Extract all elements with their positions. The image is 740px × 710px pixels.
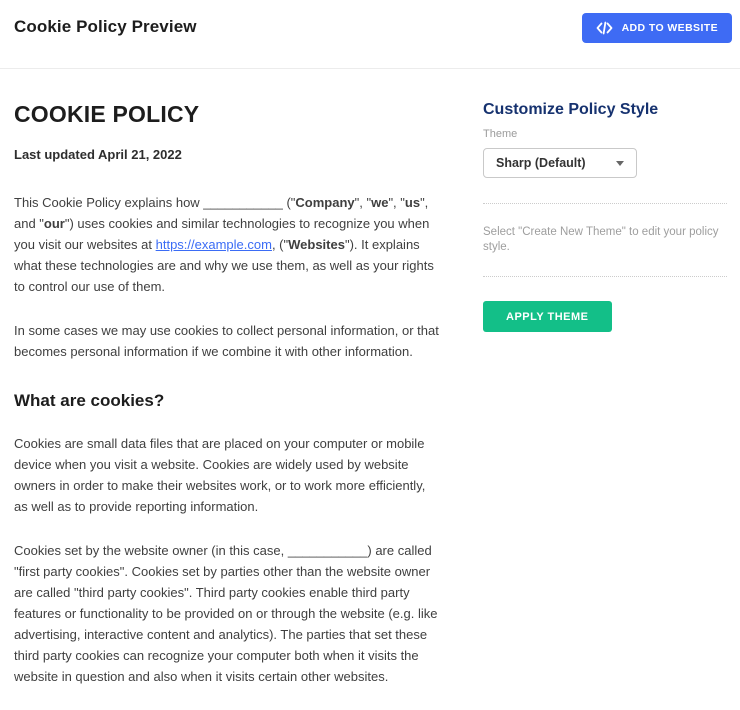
sidebar-divider-top	[483, 203, 727, 204]
theme-label: Theme	[483, 128, 518, 140]
policy-paragraph-first-third-party: Cookies set by the website owner (in this case, ___________) are called "first party cookies". Cookies set by parties other than the website owner are called "third party cookies". Third party cookies enable third party features or functionality to be provided on or through the website (e.g. like advertising, interactive content and analytics). The parties that set these third party cookies can recognize your computer both when it visits the website in question and also when it visits certain other websites.	[14, 543, 438, 684]
theme-dropdown-value: Sharp (Default)	[496, 156, 586, 170]
main-content	[0, 69, 740, 710]
customize-sidebar	[483, 101, 727, 710]
add-to-website-label: ADD TO WEBSITE	[621, 22, 718, 34]
chevron-down-icon	[616, 161, 624, 166]
sidebar-divider-bottom	[483, 276, 727, 277]
last-updated: Last updated April 21, 2022	[14, 147, 182, 162]
policy-preview	[14, 101, 440, 710]
policy-paragraph-cookies-definition: Cookies are small data files that are placed on your computer or mobile device when you visit a website. Cookies are widely used by website owners in order to make their websites work, or to work more efficiently, as well as to provide reporting information.	[14, 436, 426, 514]
page-header	[0, 0, 740, 43]
add-to-website-button[interactable]	[582, 13, 732, 43]
policy-title: COOKIE POLICY	[14, 101, 200, 127]
section-heading-what-are-cookies: What are cookies?	[14, 391, 165, 410]
example-link[interactable]: https://example.com	[155, 237, 272, 252]
page-title: Cookie Policy Preview	[14, 17, 197, 36]
theme-dropdown[interactable]	[483, 148, 637, 178]
theme-help-text: Select "Create New Theme" to edit your policy style.	[483, 226, 719, 253]
code-icon	[596, 21, 613, 35]
sidebar-title: Customize Policy Style	[483, 101, 659, 118]
policy-paragraph-personal-info: In some cases we may use cookies to collect personal information, or that becomes personal information if we combine it with other information.	[14, 323, 439, 359]
apply-theme-button[interactable]: APPLY THEME	[483, 301, 612, 332]
policy-intro-paragraph: This Cookie Policy explains how ___________ ("Company", "we", "us", and "our") uses cookies and similar technologies to recognize you when you visit our websites at https://example.com, ("Websites"). It explains what these technologies are and why we use them, as well as your rights to control our use of them.	[14, 195, 434, 294]
